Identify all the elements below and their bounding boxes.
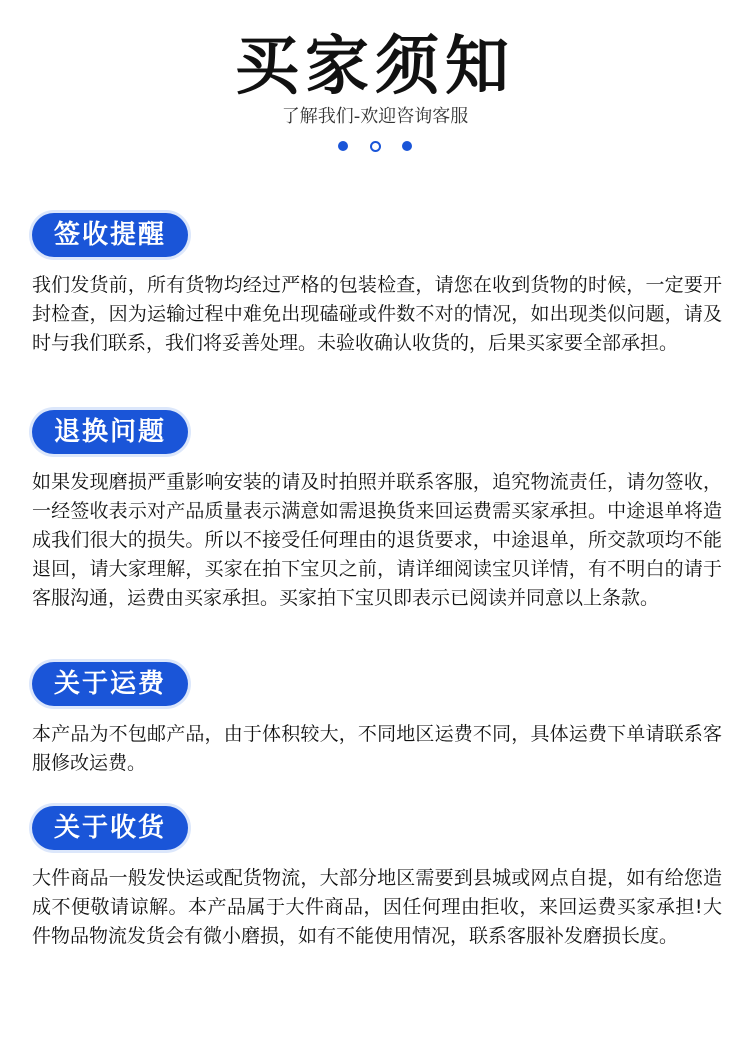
section-badge: 签收提醒 — [32, 213, 188, 257]
page-subtitle: 了解我们-欢迎咨询客服 — [281, 106, 469, 127]
section-badge: 退换问题 — [32, 410, 188, 454]
indicator-dot-active-icon — [370, 141, 381, 152]
section-text: 本产品为不包邮产品，由于体积较大，不同地区运费不同，具体运费下单请联系客服修改运费。 — [32, 723, 722, 774]
section-sign-receipt — [32, 213, 722, 358]
section-text: 大件商品一般发快运或配货物流，大部分地区需要到县城或网点自提，如有给您造成不便敬请谅解。本产品属于大件商品，因任何理由拒收，来回运费买家承担!大件物品物流发货会有微小磨损，如有不能使用情况，联系客服补发磨损长度。 — [32, 867, 722, 947]
carousel-indicator — [338, 139, 412, 153]
section-receiving — [32, 806, 722, 951]
indicator-dot-icon — [338, 141, 348, 151]
section-returns — [32, 410, 722, 613]
section-badge: 关于收货 — [32, 806, 188, 850]
section-badge: 关于运费 — [32, 662, 188, 706]
indicator-dot-icon — [402, 141, 412, 151]
section-text: 如果发现磨损严重影响安装的请及时拍照并联系客服，追究物流责任，请勿签收，一经签收表示对产品质量表示满意如需退换货来回运费需买家承担。中途退单将造成我们很大的损失。所以不接受任何理由的退货要求，中途退单，所交款项均不能退回，请大家理解，买家在拍下宝贝之前，请详细阅读宝贝详情，有不明白的请于客服沟通，运费由买家承担。买家拍下宝贝即表示已阅读并同意以上条款。 — [32, 471, 722, 609]
section-shipping-fee — [32, 662, 722, 778]
page-title: 买家须知 — [235, 30, 515, 104]
section-text: 我们发货前，所有货物均经过严格的包装检查，请您在收到货物的时候，一定要开封检查，因为运输过程中难免出现磕碰或件数不对的情况，如出现类似问题，请及时与我们联系，我们将妥善处理。未验收确认收货的，后果买家要全部承担。 — [32, 274, 722, 354]
